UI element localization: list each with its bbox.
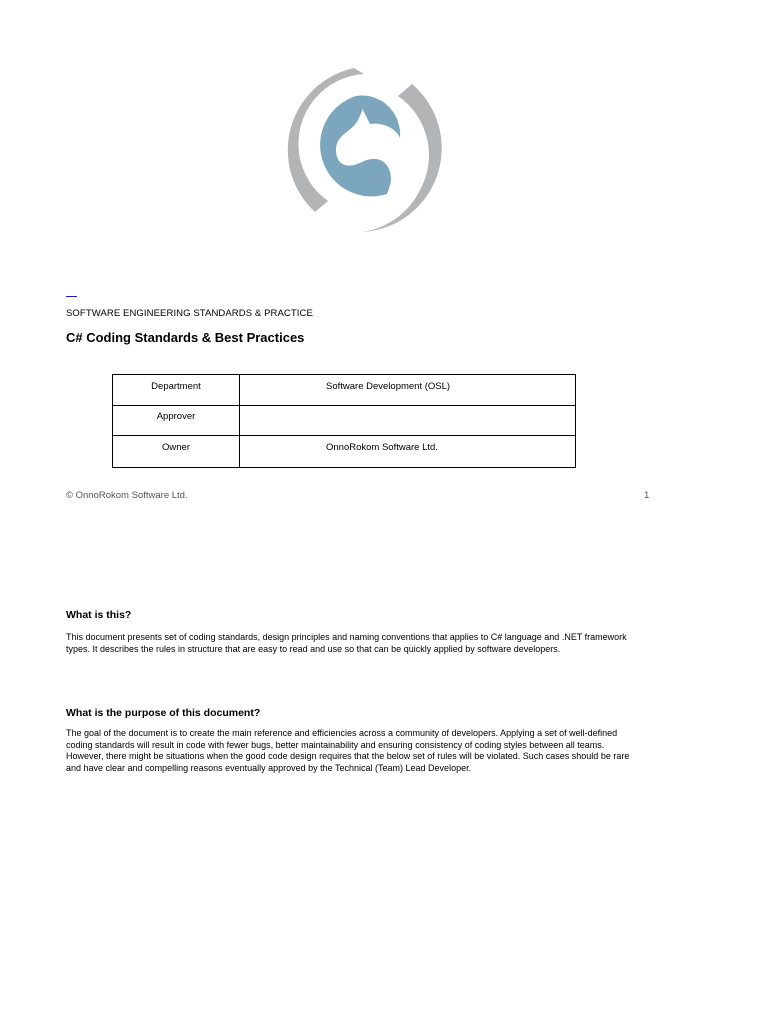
paragraph-line: The goal of the document is to create the main reference and efficiencies across a community of developers. Applying a set of well-defined (66, 728, 618, 738)
company-logo-icon (270, 62, 460, 240)
meta-value-department: Software Development (OSL) (240, 375, 576, 406)
copyright-notice: © OnnoRokom Software Ltd. (66, 490, 188, 501)
page-number: 1 (644, 490, 650, 501)
table-row (113, 436, 576, 468)
document-meta-table (112, 374, 576, 468)
meta-value-approver (240, 406, 576, 436)
blue-underline-mark (66, 296, 77, 297)
table-row (113, 375, 576, 406)
paragraph-line: types. It describes the rules in structure that are easy to read and use so that can be quickly applied by software developers. (66, 643, 561, 654)
section-heading-purpose: What is the purpose of this document? (66, 707, 261, 719)
paragraph-line: However, there might be situations when the good code design requires that the below set of rules will be violated. Such cases should be rare (66, 751, 630, 761)
paragraph-line: This document presents set of coding standards, design principles and naming conventions that applies to C# language and .NET framework (66, 632, 627, 642)
document-title: C# Coding Standards & Best Practices (66, 330, 305, 345)
section-heading-what-is-this: What is this? (66, 609, 132, 621)
logo-blue-s-hook (356, 95, 400, 138)
meta-label-owner: Owner (113, 436, 240, 468)
document-category: SOFTWARE ENGINEERING STANDARDS & PRACTICE (66, 308, 313, 319)
meta-value-owner: OnnoRokom Software Ltd. (240, 436, 576, 468)
section-paragraph-purpose (66, 728, 706, 774)
paragraph-line: and have clear and compelling reasons eventually approved by the Technical (Team) Lead Developer. (66, 762, 472, 773)
table-row (113, 406, 576, 436)
section-paragraph-what-is-this (66, 632, 706, 655)
meta-label-department: Department (113, 375, 240, 406)
paragraph-line: coding standards will result in code with fewer bugs, better maintainability and ensuring consistency of coding styles between all teams. (66, 739, 605, 750)
meta-label-approver: Approver (113, 406, 240, 436)
